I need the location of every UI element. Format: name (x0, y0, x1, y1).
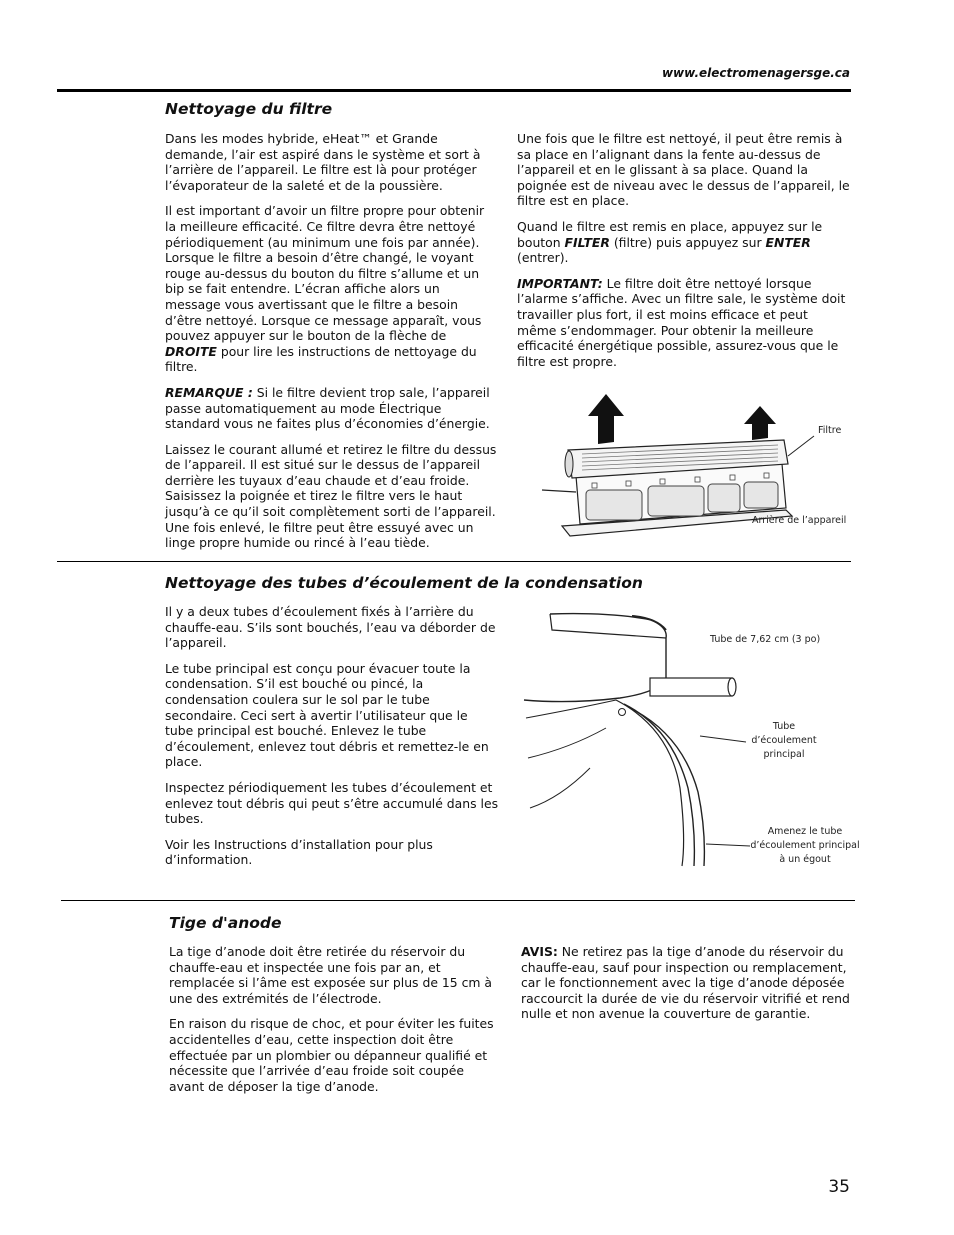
anode-right-column (521, 944, 855, 1032)
tank-body-line (528, 728, 606, 758)
condensate-text-column (165, 604, 499, 878)
paragraph: Laissez le courant allumé et retirez le filtre du dessus de l’appareil. Il est situé sur le dessus de l’appareil derrière les tuyaux d’eau chaude et d’eau froide. Saisissez la poignée et tirez le filtre vers le haut jusqu’à ce qu’il soit complètement sorti de l’appareil. Une fois enlevé, le filtre peut être essuyé avec un linge propre humide ou rincé à l’eau tiède. (165, 441, 497, 551)
paragraph: Le tube principal est conçu pour évacuer toute la condensation. S’il est bouché ou pincé, la condensation coulera sur le sol par le tube secondaire. Ceci sert à avertir l’utilisateur que le tube principal est bouché. Enlevez le tube d’écoulement, enlevez tout débris et remettez-le en place. (165, 660, 489, 770)
label-tube-size: Tube de 7,62 cm (3 po) (710, 634, 821, 645)
handle-end (565, 451, 573, 477)
section-title-anode: Tige d'anode (169, 914, 282, 932)
paragraph: Une fois que le filtre est nettoyé, il peut être remis à sa place en l’alignant dans la fente au-dessus de l’appareil et en le glissant à sa place. Quand la poignée est de niveau avec le dessus de l’appareil, le filtre est en place. (517, 131, 850, 209)
callout-line (706, 844, 750, 846)
website-url[interactable]: www.electromenagersge.ca (661, 66, 850, 80)
drain-tube-end (728, 678, 736, 696)
pipe-line (542, 490, 576, 492)
section-title-filter: Nettoyage du filtre (165, 100, 333, 118)
section-title-condensate: Nettoyage des tubes d’écoulement de la condensation (165, 574, 643, 592)
header-rule (57, 89, 851, 92)
fitting (619, 709, 626, 716)
tank-cap-edge (550, 614, 666, 638)
label-drain-to-sewer: Amenez le tube d’écoulement principal à un égout (750, 826, 860, 865)
filter-left-column (165, 131, 497, 561)
filter-right-column (517, 131, 851, 379)
paragraph: Quand le filtre est remis en place, appuyez sur le bouton FILTER (filtre) puis appuyez sur ENTER (entrer). (517, 218, 823, 266)
main-drain-hose (630, 708, 704, 866)
tank-top (524, 614, 666, 702)
drain-tube-short (650, 678, 732, 696)
section-divider (61, 900, 855, 901)
paragraph: IMPORTANT: Le filtre doit être nettoyé lorsque l’alarme s’affiche. Avec un filtre sale, le système doit travailler plus fort, il est moins efficace et peut même s’endommager. Pour obtenir la meilleure efficacité énergétique possible, assurez-vous que le filtre est propre. (517, 275, 846, 369)
tank-side (616, 700, 684, 866)
anode-left-column (169, 944, 503, 1104)
label-back-of-unit: Arrière de l’appareil (752, 515, 847, 526)
callout-line (700, 736, 746, 742)
drain-tube-figure (520, 608, 860, 870)
callout-line (788, 436, 814, 456)
filter-removal-figure (540, 390, 850, 542)
paragraph: En raison du risque de choc, et pour éviter les fuites accidentelles d’eau, cette inspection doit être effectuée par un plombier ou dépanneur qualifié et nécessite que l’arrivée d’eau froide soit coupée avant de déposer la tige d’anode. (169, 1016, 494, 1094)
tank-body-line (530, 768, 590, 808)
arrow-up-icon (588, 394, 624, 444)
label-filter: Filtre (818, 425, 842, 436)
arrow-up-icon (744, 406, 776, 440)
page-number: 35 (828, 1177, 850, 1197)
paragraph: AVIS: Ne retirez pas la tige d’anode du réservoir du chauffe-eau, sauf pour inspection ou remplacement, car le fonctionnement avec la tige d’anode déposée raccourcit la durée de vie du réservoir vitrifié et rend nulle et non avenue la couverture de garantie. (521, 944, 850, 1022)
section-divider (57, 561, 851, 562)
paragraph: La tige d’anode doit être retirée du réservoir du chauffe-eau et inspectée une fois par an, et remplacée si l’âme est exposée sur plus de 15 cm à une des extrémités de l’électrode. (169, 944, 492, 1006)
paragraph: Inspectez périodiquement les tubes d’écoulement et enlevez tout débris qui peut s’être accumulé dans les tubes. (165, 779, 499, 827)
paragraph: Il y a deux tubes d’écoulement fixés à l’arrière du chauffe-eau. S’ils sont bouchés, l’eau va déborder de l’appareil. (165, 604, 496, 651)
paragraph: Il est important d’avoir un filtre propre pour obtenir la meilleure efficacité. Ce filtre devra être nettoyé périodiquement (au minimum une fois par année). Lorsque le filtre a besoin d’être changé, le voyant rouge au-dessus du bouton du filtre s’allume et un bip se fait entendre. L’écran affiche alors un message vous avertissant que le filtre a besoin d’être nettoyé. Lorsque ce message apparaît, vous pouvez appuyer sur le bouton de la flèche de DROITE pour lire les instructions de nettoyage du filtre. (165, 203, 485, 375)
tank-body-line (526, 700, 616, 718)
paragraph: Voir les Instructions d’installation pour plus d’information. (165, 836, 433, 868)
paragraph: Dans les modes hybride, eHeat™ et Grande demande, l’air est aspiré dans le système et sort à l’arrière de l’appareil. Le filtre est là pour protéger l’évaporateur de la saleté et de la poussière. (165, 131, 481, 193)
label-main-drain: Tube d’écoulement principal (751, 721, 817, 760)
paragraph: REMARQUE : Si le filtre devient trop sale, l’appareil passe automatiquement au mode Électrique standard vous ne faites plus d’économies d’énergie. (165, 384, 490, 432)
